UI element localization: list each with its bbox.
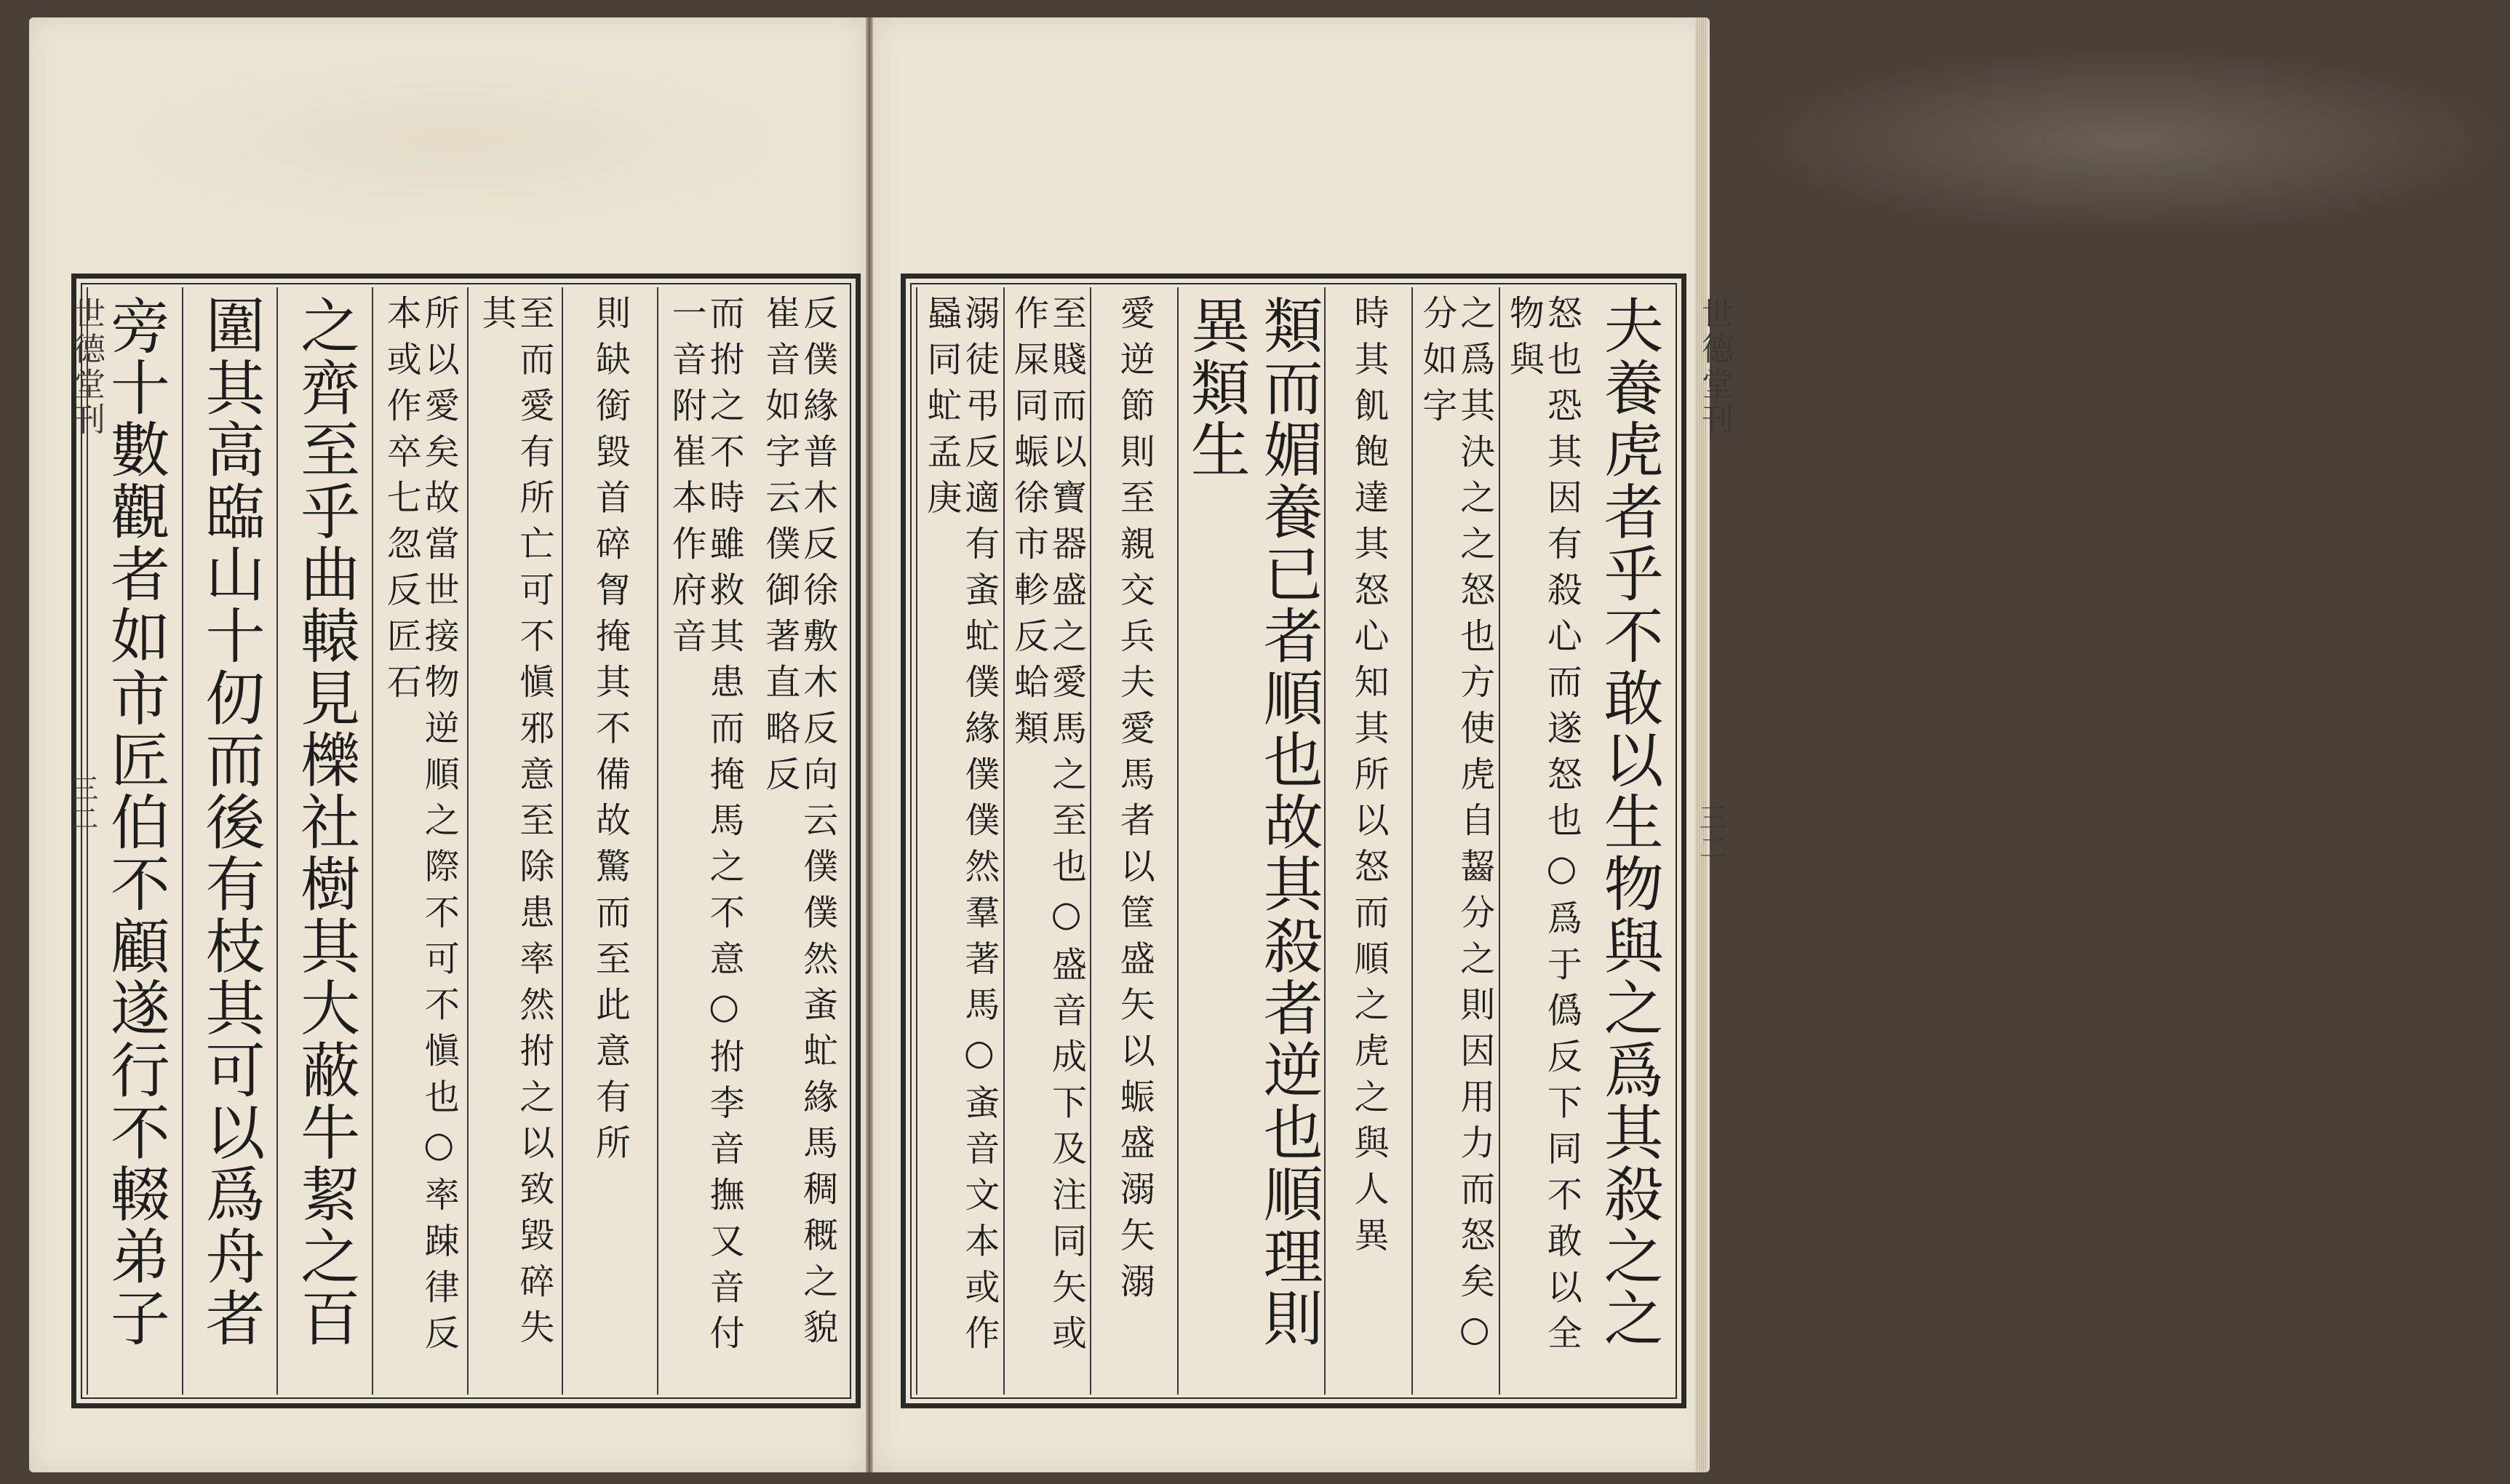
water-stain xyxy=(1746,47,2510,236)
margin-folio: 三二 xyxy=(1694,803,1726,864)
text-column: 怒也恐其因有殺心而遂怒也○爲于僞反下同不敢以全物與 xyxy=(1499,287,1586,1395)
text-column: 圍其高臨山十仞而後有枝其可以爲舟者 xyxy=(182,287,277,1395)
text-column: 旁十數觀者如市匠伯不顧遂行不輟弟子 xyxy=(87,287,182,1395)
text-column: 而拊之不時雖救其患而掩馬之不意○拊李音撫又音付一音附崔本作府音 xyxy=(657,287,752,1395)
right-text-frame xyxy=(901,274,1686,1408)
text-column: 至而愛有所亡可不愼邪意至除患率然拊之以致毀碎失其 xyxy=(467,287,562,1395)
text-column: 之齊至乎曲轅見櫟社樹其大蔽牛絜之百 xyxy=(276,287,372,1395)
text-column: 夫養虎者乎不敢以生物與之爲其殺之之 xyxy=(1594,295,1664,1349)
margin-title: 世德堂刊 xyxy=(68,297,105,438)
book-gutter xyxy=(866,17,873,1472)
text-column: 反僕緣普木反徐敷木反向云僕僕然蚉虻緣馬稠穊之貌崔音如字云僕御著直略反 xyxy=(759,295,838,1355)
left-text-frame xyxy=(71,274,861,1408)
text-column: 愛逆節則至親交兵夫愛馬者以筐盛矢以蜄盛溺矢溺 xyxy=(1090,287,1177,1395)
text-column: 時其飢飽達其怒心知其所以怒而順之虎之與人異 xyxy=(1324,287,1411,1395)
text-column: 類而媚養已者順也故其殺者逆也順理則異類生 xyxy=(1177,287,1324,1395)
text-column: 至賤而以寶器盛之愛馬之至也○盛音成下及注同矢或作屎同蜄徐市軫反蛤類 xyxy=(1003,287,1091,1395)
open-book xyxy=(29,17,1733,1472)
text-column: 所以愛矣故當世接物逆順之際不可不愼也○率踈律反本或作卒七忽反匠石 xyxy=(372,287,467,1395)
water-stain xyxy=(73,47,837,236)
text-column: 則缺銜毀首碎胷掩其不備故驚而至此意有所 xyxy=(562,287,657,1395)
margin-folio: 三二 xyxy=(66,774,98,835)
margin-title: 世德堂刊 xyxy=(1696,297,1733,438)
text-column: 之爲其決之之怒也方使虎自齧分之則因用力而怒矣○分如字 xyxy=(1411,287,1499,1395)
text-column: 溺徒弔反適有蚉虻僕緣僕僕然羣著馬○蚉音文本或作蟁同虻孟庚 xyxy=(916,287,1003,1395)
page-edges xyxy=(1695,17,1707,1472)
